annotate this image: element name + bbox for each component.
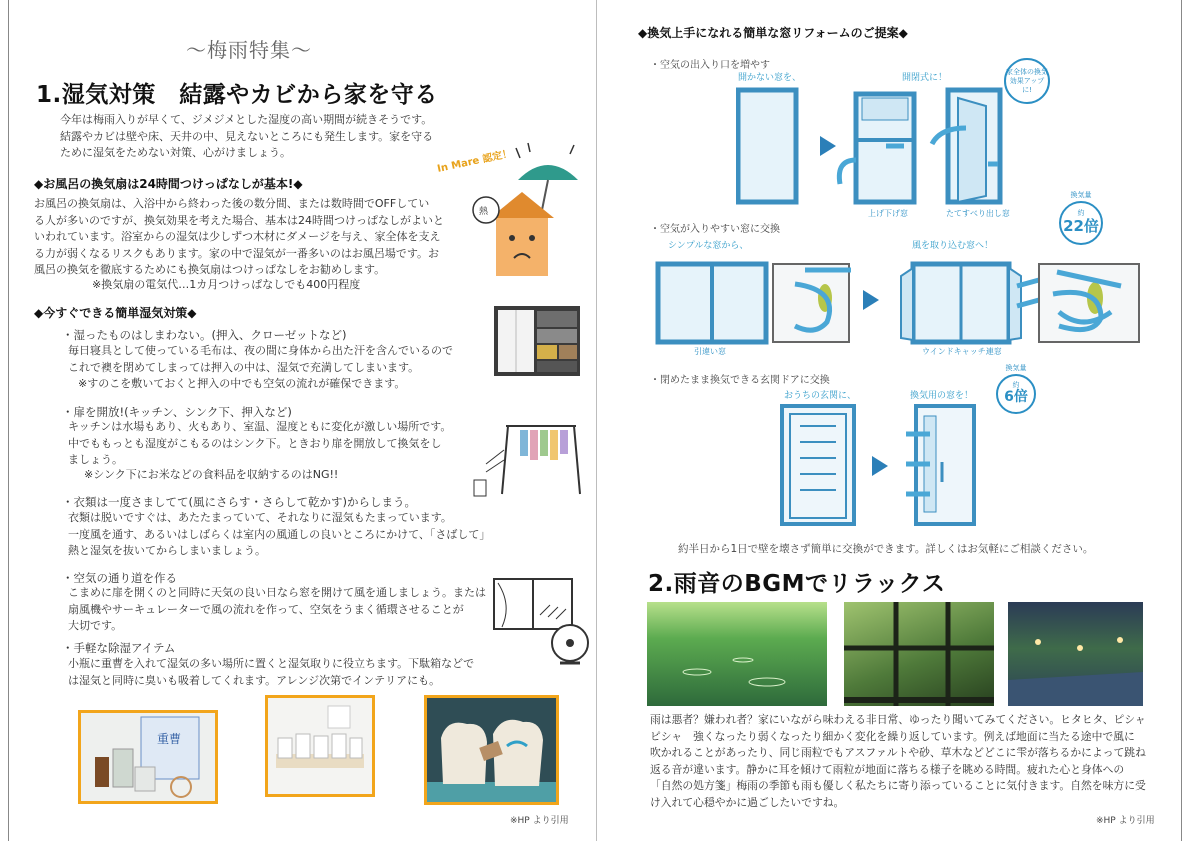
- baking-soda-label: 重曹: [157, 732, 182, 746]
- tip-1-body: 毎日寝具として使っている毛布は、夜の間に身体から出た汗を含んでいるので これで襖を閉めてしまっては押入の中は、湿気で充満してしまいます。: [68, 344, 453, 374]
- tip-1-note: ※すのこを敷いておくと押入の中でも空気の流れが確保できます。: [78, 377, 406, 390]
- page-border-left: [8, 0, 9, 841]
- prop3-door-illustration: [780, 402, 980, 526]
- prop2-windows-illustration: [655, 256, 1147, 346]
- page-subtitle: 〜梅雨特集〜: [186, 38, 312, 62]
- bath-fan-title: ◆お風呂の換気扇は24時間つけっぱなしが基本!◆: [34, 177, 303, 191]
- prop3-badge: 換気量 約 6倍: [992, 363, 1040, 417]
- reform-title: ◆換気上手になれる簡単な窓リフォームのご提案◆: [638, 26, 908, 40]
- prop3-before: おうちの玄関に、: [784, 391, 857, 401]
- photo-rain-grass: [647, 602, 827, 706]
- bath-fan-note: ※換気扇の電気代…1カ月つけっぱなしでも400円程度: [92, 278, 361, 291]
- left-source-note: ※HP より引用: [510, 816, 569, 826]
- prop2-cap1: 引違い窓: [694, 347, 726, 356]
- svg-text:熱: 熱: [479, 207, 489, 217]
- section-heading-2: 2.雨音のBGMでリラックス: [648, 571, 946, 597]
- prop2-title: ・空気が入りやすい窓に交換: [650, 224, 780, 235]
- prop1-cap1: 上げ下げ窓: [868, 209, 908, 218]
- right-source-note: ※HP より引用: [1096, 816, 1155, 826]
- tip-3-body: 衣類は脱いですぐは、あたたまっていて、それなりに湿気もたまっています。 一度風を通す、あるいはしばらくは室内の風通しの良いところにかけて、「さばして」 熱と湿気を抜いてからしまいましょう。: [68, 511, 491, 557]
- tip-5-body: 小瓶に重曹を入れて湿気の多い場所に置くと湿気取りに役立ちます。下駄箱などで は湿気と同時に臭いも吸着してくれます。アレンジ次第でインテリアにも。: [68, 657, 475, 687]
- closet-illustration: [493, 305, 581, 377]
- tip-4-body: こまめに扉を開くのと同時に天気の良い日なら窓を開けて風を通しましょう。または 扇風機やサーキュレーターで風の流れを作って、空気をうまく循環させることが 大切です。: [68, 586, 486, 632]
- intro-text: 今年は梅雨入りが早くて、ジメジメとした湿度の高い期間が続きそうです。 結露やカビは壁や床、天井の中、見えないところにも発生します。家を守る ために湿気をためない対策、心がけましょう。: [60, 113, 434, 159]
- page-divider: [596, 0, 597, 841]
- photo-rain-night-street: [1008, 602, 1143, 706]
- tip-1-head: ・湿ったものはしまわない。(押入、クローゼットなど): [62, 328, 347, 342]
- section-heading-1: 1.湿気対策 結露やカビから家を守る: [36, 82, 438, 108]
- prop2-cap2: ウインドキャッチ連窓: [922, 347, 1002, 356]
- prop3-after: 換気用の窓を！: [910, 391, 974, 401]
- prop1-windows-illustration: [736, 84, 1006, 208]
- prop1-before: 開かない窓を、: [738, 73, 802, 83]
- tip-2-note: ※シンク下にお米などの食料品を収納するのはNG!!: [84, 468, 339, 481]
- prop2-badge: 換気量 約 22倍: [1054, 190, 1108, 248]
- reform-note: 約半日から1日で壁を壊さず簡単に交換ができます。詳しくはお気軽にご相談ください。: [678, 543, 1094, 555]
- prop1-title: ・空気の出入り口を増やす: [650, 60, 770, 71]
- prop3-title: ・閉めたまま換気できる玄関ドアに交換: [650, 375, 830, 386]
- mascot-illustration: [430, 140, 585, 290]
- photo-rain-window: [844, 602, 994, 706]
- tip-4-head: ・空気の通り道を作る: [62, 571, 177, 585]
- prop1-badge: 家全体の換気効果アップに!: [1004, 58, 1050, 104]
- page-border-right: [1181, 0, 1182, 841]
- tips-title: ◆今すぐできる簡単湿気対策◆: [34, 306, 197, 320]
- photo-jars: [265, 695, 375, 797]
- photo-sachets: [424, 695, 559, 805]
- tip-2-head: ・扉を開放!(キッチン、シンク下、押入など): [62, 405, 292, 419]
- tip-5-head: ・手軽な除湿アイテム: [62, 641, 176, 655]
- tip-3-head: ・衣類は一度さましてて(風にさらす・さらして乾かす)からしまう。: [62, 495, 416, 509]
- clothes-rack-illustration: [470, 420, 585, 500]
- prop1-after: 開閉式に！: [902, 73, 948, 83]
- mascot-badge-text: In Mare 認定！: [436, 148, 514, 175]
- prop1-cap2: たてすべり出し窓: [946, 209, 1010, 218]
- bath-fan-text: お風呂の換気扇は、入浴中から終わった後の数分間、または数時間でOFFしてい る人が多いのですが、換気効果を考えた場合、基本は24時間つけっぱなしがよいと いわれています。浴室からの湿気は少しずつ木材にダメージを与え、家全体を支え る力が弱くなるリスクもあります。家の中で湿気が一番多いのはお風呂場です。お 風呂の換気を徹底するためにも換気扇はつけっぱなしをお勧めします。: [34, 197, 444, 276]
- tip-2-body: キッチンは水場もあり、火もあり、室温、湿度ともに変化が激しい場所です。 中でももっとも湿度がこもるのはシンク下。ときおり扉を開放して換気をし ましょう。: [68, 420, 452, 466]
- prop2-after: 風を取り込む窓へ！: [912, 241, 994, 251]
- prop2-before: シンプルな窓から、: [668, 241, 749, 251]
- bgm-text: 雨は悪者？嫌われ者？家にいながら味わえる非日常、ゆったり聞いてみてください。ヒタヒタ、ピシャ ピシャ 強くなったり弱くなったり細かく変化を繰り返しています。例えば地面に当たる途中で風に 吹かれることがあったり、同じ雨粒でもアスファルトや砂、草木などどこに雫が落ちるかによって跳ね 返る音が違います。静かに耳を傾けて雨粒が地面に落ちる様子を眺める時間。疲れた心と身体への 「自然の処方箋」梅雨の季節も雨も優しく私たちに寄り添っていることに気付きます。自然を味方に受 け入れて心穏やかに過ごしたいですね。: [650, 713, 1146, 809]
- photo-baking-soda: [78, 710, 218, 804]
